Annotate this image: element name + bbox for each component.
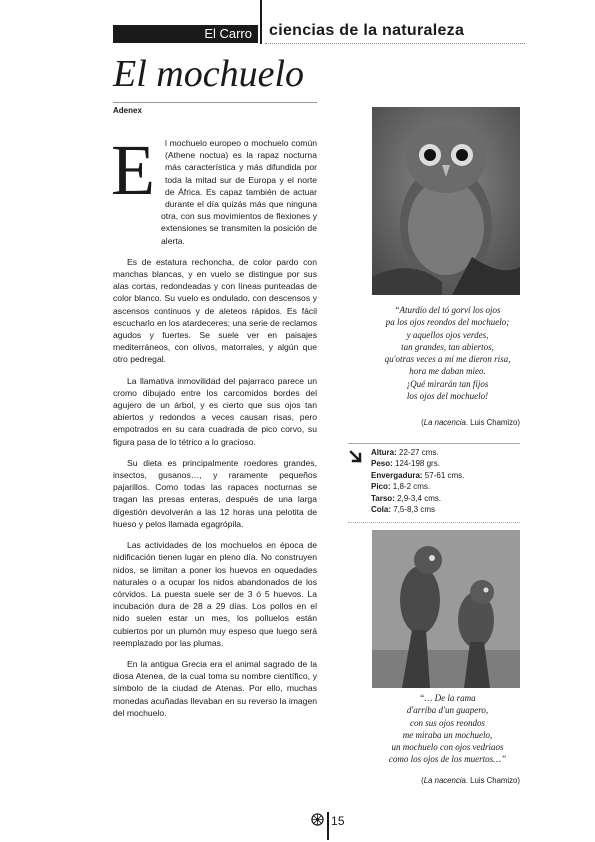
fact-label: Pico:	[371, 482, 391, 492]
fact-row	[371, 458, 464, 469]
poem-citation-1: (La nacencia. Luis Chamizo)	[421, 418, 520, 427]
fact-value: 2,9-3,4 cms.	[394, 493, 442, 503]
article-paragraph	[111, 130, 317, 247]
facts-list	[371, 447, 464, 515]
fact-row	[371, 493, 464, 504]
poem-line: un mochuelo con ojos vedriaos	[391, 742, 504, 753]
article-paragraph: Su dieta es principalmente roedores grandes, insectos, gusanos…, y raramente pequeños pajarillos. Como todas las rapaces nocturnas se tragan las presas enteras, después de una larga digestión devolverán a las 12 horas una pelotita de hueso y pelos llamada egagrópila.	[113, 457, 317, 529]
poem-quote-2	[355, 692, 540, 766]
paragraph-text: l mochuelo europeo o mochuelo común (Athene noctua) es la rapaz nocturna más característica y más difundida por toda la mitad sur de Europa y el norte de África. Es capaz también de actuar durante el día quizás más que ninguna otra, con sus movimientos de flexiones y extensiones se transmiten la posición de alerta.	[161, 138, 317, 246]
poem-line: tan grandes, tan abiertos,	[401, 341, 494, 352]
fact-value: 1,8-2 cms.	[390, 482, 431, 492]
fact-label: Peso:	[371, 459, 393, 469]
facts-top-rule	[348, 443, 520, 444]
article-paragraph: Es de estatura rechoncha, de color pardo con manchas blancas, y en vuelo se distingue por sus alas cortas, redondeadas y con líneas punteadas de color blanco. Su vuelo es ondulado, con descensos y ascensos continuos y de aleteos rápidos. Es fácil escucharlo en los atardeceres; una serie de reclamos agudos y fuertes. Se suele ver en paisajes mediterráneos, con olivos, matorrales, y algún que otro pedregal.	[113, 256, 317, 365]
category-heading: ciencias de la naturaleza	[269, 22, 465, 39]
citation-author: . Luis Chamizo)	[465, 776, 520, 785]
facts-bottom-rule	[348, 522, 520, 523]
header-dotted-rule	[265, 43, 525, 44]
fact-value: 57-61 cms.	[422, 470, 465, 480]
section-label: El Carro	[113, 25, 258, 43]
poem-line: d'arriba d'un guapero,	[406, 705, 489, 716]
fact-row	[371, 504, 464, 515]
article-body	[111, 130, 317, 728]
poem-line: ¡Qué mirarán tan fijos	[406, 378, 489, 389]
fact-value: 7,5-8,3 cms	[391, 505, 436, 515]
fact-label: Tarso:	[371, 493, 395, 503]
fact-label: Altura:	[371, 448, 397, 457]
poem-line: “Aturdío del tó gorví los ojos	[394, 305, 501, 315]
poem-quote-1	[355, 304, 540, 402]
poem-line: me miraba un mochuelo,	[402, 729, 493, 740]
fact-value: 22-27 cms.	[396, 448, 439, 457]
fact-row	[371, 470, 464, 481]
poem-line: los ojos del mochuelo!	[406, 391, 489, 402]
fact-row	[371, 481, 464, 492]
drop-cap: E	[111, 130, 155, 210]
title-rule	[113, 102, 317, 103]
citation-work: La nacencia	[423, 776, 466, 785]
page-number: 15	[331, 814, 345, 828]
footer-divider	[327, 812, 329, 840]
poem-line: y aquellos ojos verdes,	[406, 329, 489, 340]
owls-on-branch-photo	[372, 530, 520, 688]
poem-citation-2: (La nacencia. Luis Chamizo)	[421, 776, 520, 785]
page-title: El mochuelo	[113, 53, 305, 95]
citation-work: La nacencia	[423, 418, 466, 427]
citation-author: . Luis Chamizo)	[465, 418, 520, 427]
article-paragraph: En la antigua Grecia era el animal sagrado de la diosa Atenea, de la cual toma su nombre científico, y símbolo de la ciudad de Atenas. Por ello, muchas monedas acuñadas llevaban en su reverso la imagen del mochuelo.	[113, 658, 317, 718]
article-paragraph: Las actividades de los mochuelos en época de nidificación tienen lugar en pleno día. No construyen nidos, se limitan a poner los huevos en oquedades naturales o a ocupar los nidos abandonados de los córvidos. La puesta suele ser de 3 ó 5 huevos. La incubación dura de 28 a 29 días. Los pollos en el nido suelen estar un mes, los polluelos están cubiertos por un plumón muy espeso que luego será reemplazado por las plumas.	[113, 540, 317, 648]
poem-line: como los ojos de los muertos…”	[388, 754, 507, 765]
poem-line: “… De la rama	[419, 693, 476, 703]
owl-portrait-photo	[372, 107, 520, 295]
fact-label: Envergadura:	[371, 470, 423, 480]
article-paragraph: La llamativa inmovilidad del pajarraco parece un cromo dibujado entre los carcomidos bordes del agujero de un árbol, y es cierto que sus ojos tan abiertos y redondos a veces causan risas, pero empotrados en su cara cuadrada de pico corvo, su figura pasa de lo tétrico a lo gracioso.	[113, 375, 317, 447]
poem-line: hora me daban mieo.	[409, 366, 486, 377]
fact-label: Cola:	[371, 505, 391, 515]
compass-wheel-icon	[311, 813, 324, 826]
poem-line: qu'otras veces a mí me dieron risa,	[384, 354, 511, 365]
poem-line: con sus ojos reondos	[410, 717, 485, 728]
header-divider	[260, 0, 262, 44]
poem-line: pa los ojos reondos del mochuelo;	[385, 317, 510, 328]
fact-value: 124-198 grs.	[392, 459, 440, 469]
arrow-down-right-icon	[349, 450, 363, 464]
author-byline: Adenex	[113, 106, 142, 115]
fact-row	[371, 447, 464, 458]
